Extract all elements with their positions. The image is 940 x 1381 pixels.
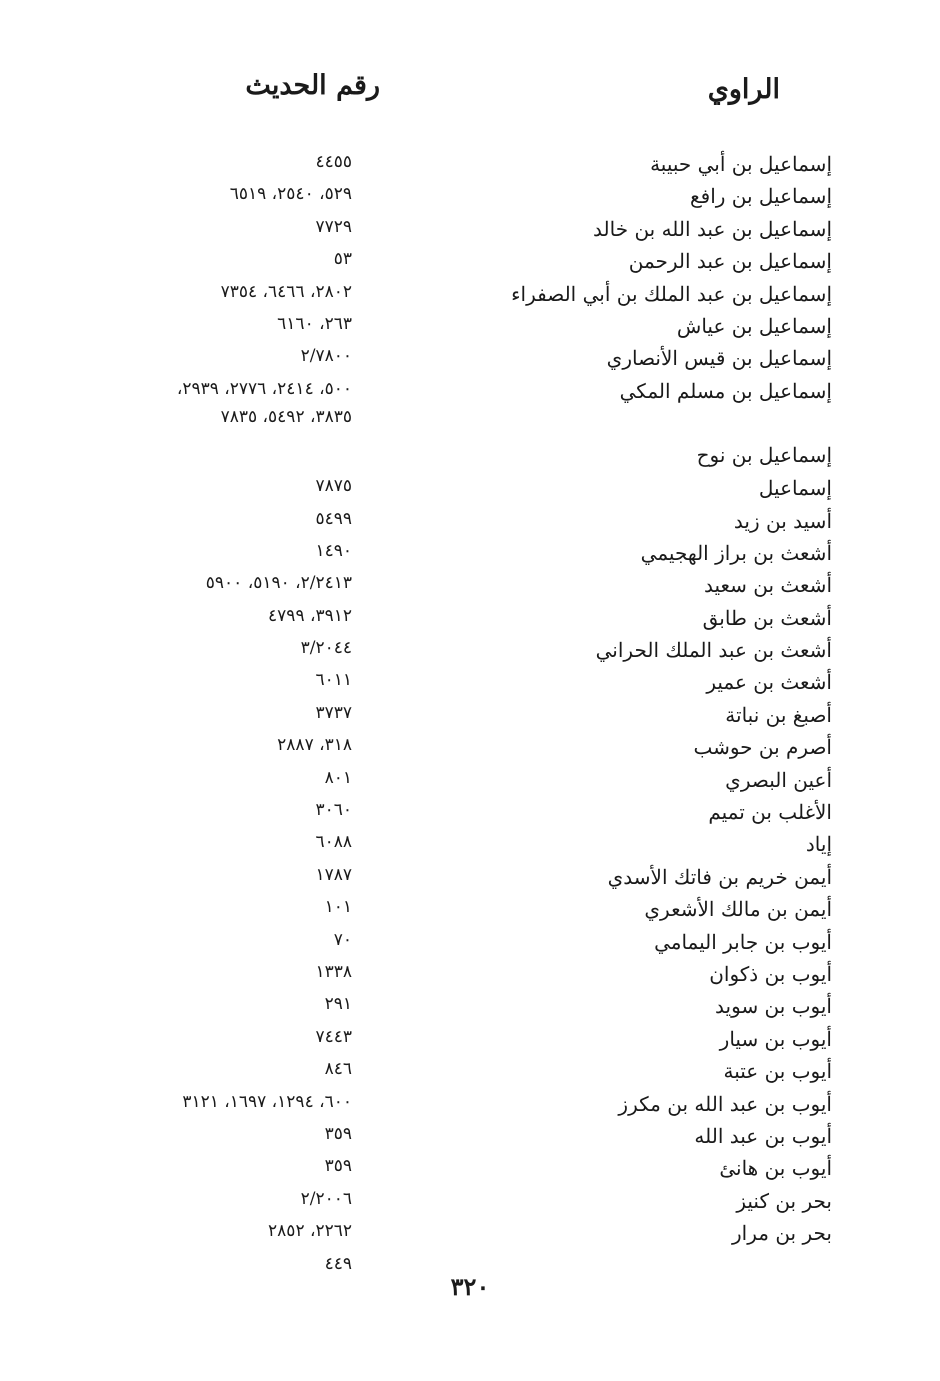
- hadith-numbers: ٥٣: [333, 249, 352, 270]
- narrator-name: إسماعيل بن عبد الرحمن: [628, 249, 832, 274]
- narrator-name: أيمن بن مالك الأشعري: [644, 897, 832, 922]
- narrator-index-list: [0, 146, 940, 1280]
- index-row: [0, 146, 940, 178]
- hadith-numbers: ٢/٢٠٠٦: [300, 1188, 352, 1209]
- narrator-name: أيوب بن هانئ: [719, 1156, 832, 1181]
- hadith-numbers: ٣٧٣٧: [315, 702, 352, 723]
- index-row: [0, 340, 940, 372]
- hadith-number-column-header: رقم الحديث: [245, 70, 380, 101]
- hadith-numbers: ٥٠٠، ٢٤١٤، ٢٧٧٦، ٢٩٣٩،: [176, 378, 352, 399]
- narrator-name: أيوب بن عبد الله بن مكرز: [618, 1091, 832, 1116]
- hadith-numbers: ١٧٨٧: [315, 864, 352, 885]
- narrator-name: أيوب بن سويد: [715, 994, 832, 1019]
- narrator-name: إسماعيل بن عبد الله بن خالد: [593, 216, 832, 241]
- index-row: [0, 1215, 940, 1247]
- hadith-numbers: ٥٤٩٩: [315, 508, 352, 529]
- index-row: [0, 762, 940, 794]
- hadith-numbers: ٧٤٤٣: [315, 1026, 352, 1047]
- narrator-name: إسماعيل بن رافع: [689, 184, 832, 209]
- hadith-numbers: ٧٠: [333, 929, 352, 950]
- index-row: [0, 243, 940, 275]
- index-row: [0, 503, 940, 535]
- index-row: [0, 276, 940, 308]
- hadith-numbers: ٣٥٩: [324, 1123, 352, 1144]
- narrator-name: أيوب بن عتبة: [723, 1059, 832, 1084]
- narrator-name: بحر بن مرار: [732, 1221, 832, 1246]
- narrator-name: أشعث بن طابق: [702, 605, 832, 630]
- page-number: ٣٢٠: [450, 1272, 490, 1301]
- narrator-name: أيمن خريم بن فاتك الأسدي: [607, 864, 832, 889]
- hadith-numbers: ٣٥٩: [324, 1156, 352, 1177]
- hadith-numbers: ٣١٨، ٢٨٨٧: [277, 735, 352, 756]
- index-row: [0, 1053, 940, 1085]
- hadith-numbers: ٢٨٠٢، ٦٤٦٦، ٧٣٥٤: [220, 281, 352, 302]
- hadith-numbers: ٢٢٦٢، ٢٨٥٢: [268, 1221, 352, 1242]
- hadith-numbers: ٦٠٨٨: [315, 832, 352, 853]
- hadith-numbers: ٢/٧٨٠٠: [300, 346, 352, 367]
- hadith-numbers: ١٠١: [324, 897, 352, 918]
- index-row: [0, 988, 940, 1020]
- hadith-numbers: ٦٠١١: [315, 670, 352, 691]
- narrator-name: إسماعيل بن عبد الملك بن أبي الصفراء: [511, 281, 832, 306]
- index-row: [0, 1021, 940, 1053]
- narrator-name: أيوب بن سيار: [719, 1026, 832, 1051]
- hadith-numbers: ٣٩١٢، ٤٧٩٩: [268, 605, 352, 626]
- column-headers: [0, 70, 940, 120]
- hadith-numbers: ٣/٢٠٤٤: [300, 638, 352, 659]
- index-row: [0, 697, 940, 729]
- narrator-name: أعين البصري: [725, 767, 832, 792]
- hadith-numbers: ٥٢٩، ٢٥٤٠، ٦٥١٩: [229, 184, 352, 205]
- narrator-column-header: الراوي: [707, 74, 780, 105]
- index-row: [0, 373, 940, 405]
- hadith-numbers: ٨٤٦: [324, 1059, 352, 1080]
- hadith-numbers: ٨٠١: [324, 767, 352, 788]
- hadith-numbers: ٤٤٩: [324, 1253, 352, 1274]
- index-row: [0, 535, 940, 567]
- narrator-name: إسماعيل بن عياش: [676, 313, 832, 338]
- hadith-numbers: ٣٠٦٠: [315, 800, 352, 821]
- narrator-name: أصرم بن حوشب: [693, 735, 832, 760]
- index-row: [0, 1118, 940, 1150]
- hadith-numbers: ٣٨٣٥، ٥٤٩٢، ٧٨٣٥: [220, 407, 352, 428]
- narrator-name: أسيد بن زيد: [733, 508, 832, 533]
- index-row: [0, 1086, 940, 1118]
- index-row: [0, 794, 940, 826]
- index-row: [0, 826, 940, 858]
- hadith-numbers: ١٤٩٠: [315, 540, 352, 561]
- index-row: [0, 664, 940, 696]
- narrator-name: إسماعيل بن مسلم المكي: [619, 378, 832, 403]
- hadith-numbers: ١٣٣٨: [315, 961, 352, 982]
- index-row: [0, 405, 940, 470]
- hadith-numbers: ٢/٢٤١٣، ٥١٩٠، ٥٩٠٠: [205, 573, 352, 594]
- narrator-name: أشعث بن عبد الملك الحراني: [595, 638, 832, 663]
- narrator-name: أشعث بن براز الهجيمي: [640, 540, 832, 565]
- index-row: [0, 211, 940, 243]
- index-row: [0, 891, 940, 923]
- index-row: [0, 1150, 940, 1182]
- narrator-name: أيوب بن جابر اليمامي: [654, 929, 832, 954]
- narrator-name: الأغلب بن تميم: [708, 800, 832, 825]
- narrator-name: أيوب بن عبد الله: [694, 1123, 832, 1148]
- index-row: [0, 632, 940, 664]
- narrator-name: إسماعيل بن قيس الأنصاري: [606, 346, 832, 371]
- narrator-name: أيوب بن ذكوان: [709, 961, 832, 986]
- hadith-numbers: ٤٤٥٥: [315, 152, 352, 172]
- narrator-name: أصبغ بن نباتة: [725, 702, 832, 727]
- hadith-numbers: ٦٠٠، ١٢٩٤، ١٦٩٧، ٣١٢١: [182, 1091, 352, 1112]
- index-row: [0, 470, 940, 502]
- index-row: [0, 178, 940, 210]
- narrator-name: إسماعيل: [758, 476, 832, 501]
- narrator-name: إسماعيل بن أبي حبيبة: [650, 152, 832, 176]
- index-row: [0, 308, 940, 340]
- index-row: [0, 567, 940, 599]
- index-row: [0, 924, 940, 956]
- narrator-name: أشعث بن سعيد: [703, 573, 832, 598]
- index-row: [0, 600, 940, 632]
- hadith-numbers: ٢٩١: [324, 994, 352, 1015]
- index-row: [0, 1183, 940, 1215]
- narrator-name: بحر بن كنيز: [736, 1188, 832, 1213]
- hadith-numbers: ٢٦٣، ٦١٦٠: [277, 313, 352, 334]
- index-row: [0, 859, 940, 891]
- narrator-name: إياد: [805, 832, 832, 857]
- hadith-numbers: ٧٨٧٥: [315, 476, 352, 497]
- index-row: [0, 729, 940, 761]
- hadith-numbers: ٧٧٢٩: [315, 216, 352, 237]
- index-row: [0, 956, 940, 988]
- narrator-name: إسماعيل بن نوح: [696, 443, 832, 468]
- narrator-name: أشعث بن عمير: [706, 670, 832, 695]
